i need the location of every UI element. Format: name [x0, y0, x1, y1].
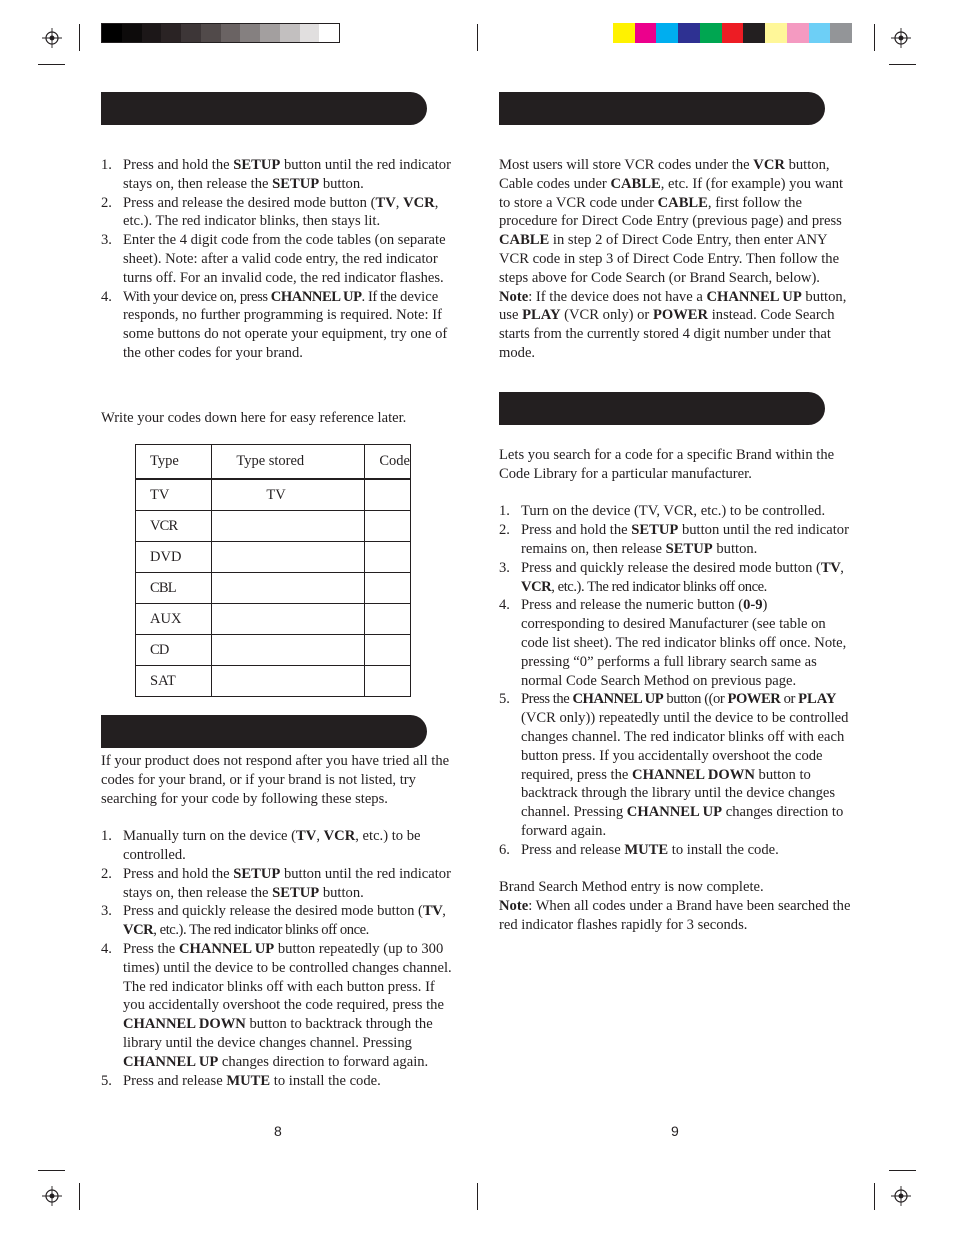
step-item	[499, 841, 854, 860]
color-swatch	[300, 24, 320, 42]
color-swatch	[656, 23, 678, 43]
step-number: 1.	[101, 157, 112, 173]
step-item	[499, 521, 854, 559]
table-header-cell: Type	[136, 445, 212, 480]
table-cell	[365, 666, 411, 697]
bold-term: CHANNEL DOWN	[632, 766, 755, 783]
step-number: 4.	[101, 940, 112, 957]
color-swatch	[678, 23, 700, 43]
text-run: . If the	[361, 288, 397, 305]
text-run: to install the code.	[668, 841, 779, 858]
table-cell: VCR	[136, 511, 212, 542]
brand-search-steps	[499, 502, 854, 859]
text-run: ,	[442, 903, 446, 920]
step-number: 4.	[101, 288, 112, 305]
bold-term: CHANNEL DOWN	[123, 1016, 246, 1033]
color-swatch	[142, 24, 162, 42]
step-number: 5.	[499, 691, 510, 708]
page-number: 9	[671, 1123, 679, 1139]
table-row	[136, 542, 411, 573]
text-run: button to backtrack through the library until the device changes channel. Pressing	[521, 766, 836, 821]
step-item	[499, 559, 854, 597]
color-swatch	[221, 24, 241, 42]
registration-mark-icon	[891, 1186, 911, 1206]
step-number: 2.	[499, 522, 510, 539]
bold-term: POWER	[727, 691, 781, 708]
table-row	[136, 573, 411, 604]
direct-entry-steps	[101, 156, 453, 363]
color-swatch	[743, 23, 765, 43]
text-run: Manually turn on the device (	[123, 828, 297, 845]
text-run: , etc.). The red indicator blinks, then stays lit.	[123, 194, 439, 230]
text-run: button ((or	[663, 691, 728, 708]
color-swatch	[765, 23, 787, 43]
text-run: Press and release the desired mode button (	[123, 194, 376, 211]
table-row	[136, 635, 411, 666]
color-swatch	[830, 23, 852, 43]
text-run: (VCR only) or	[560, 307, 653, 324]
text-run: Press and hold the	[123, 865, 234, 882]
bold-term: POWER	[652, 307, 709, 324]
crop-mark	[79, 1183, 80, 1210]
crop-mark	[38, 1170, 65, 1171]
text-run: device responds, no further programming is required. Note: If some buttons do not operate your equipment, try one of the other codes for your brand.	[123, 288, 448, 361]
page-number: 8	[274, 1123, 282, 1139]
color-swatch	[240, 24, 260, 42]
registration-mark-icon	[891, 28, 911, 48]
table-cell: DVD	[136, 542, 212, 573]
bold-term: VCR	[521, 578, 552, 595]
text-run: , etc.) to be controlled.	[123, 828, 421, 863]
color-swatch	[787, 23, 809, 43]
text-run: ,	[316, 828, 324, 845]
crop-mark	[38, 64, 65, 65]
bold-term: PLAY	[798, 691, 837, 708]
step-number: 4.	[499, 597, 510, 614]
text-run: changes direction to forward again.	[218, 1053, 429, 1070]
step-number: 2.	[101, 194, 112, 211]
brand-search-complete: Brand Search Method entry is now complete.	[499, 879, 764, 896]
table-cell: TV	[136, 479, 212, 511]
step-item	[499, 502, 854, 521]
step-item	[499, 596, 854, 690]
storing-codes-paragraph	[499, 156, 854, 363]
step-number: 1.	[101, 828, 112, 845]
text-run: Press and hold the	[123, 157, 234, 173]
step-number: 3.	[101, 903, 112, 920]
text-run: button, use	[499, 288, 847, 324]
registration-mark-icon	[42, 1186, 62, 1206]
text-run: , etc.). The red indicator blinks off once.	[153, 922, 369, 939]
crop-mark	[874, 1183, 875, 1210]
text-run: instead. Code Search starts from the currently stored 4 digit number under that mode.	[499, 307, 835, 361]
color-swatch	[635, 23, 657, 43]
table-cell	[365, 604, 411, 635]
text-run: : If the device does not have a	[528, 288, 707, 305]
step-item	[101, 156, 453, 194]
text-run: , etc.). The red indicator blinks off once.	[551, 578, 767, 595]
table-cell	[212, 542, 365, 573]
bold-term: PLAY	[522, 307, 561, 324]
code-search-intro: If your product does not respond after you have tried all the codes for your brand, or if your brand is not listed, try searching for your code by following these steps.	[101, 753, 450, 807]
bold-term: CHANNEL UP	[572, 691, 664, 708]
bold-term: 0-9	[743, 597, 763, 614]
bold-term: TV	[820, 559, 841, 576]
bold-term: MUTE	[226, 1072, 271, 1089]
bold-term: VCR	[753, 157, 785, 173]
table-row	[136, 511, 411, 542]
text-run: Press the	[123, 940, 179, 957]
table-cell: AUX	[136, 604, 212, 635]
table-cell	[212, 604, 365, 635]
brand-search-note	[499, 897, 854, 935]
bold-term: SETUP	[272, 884, 320, 901]
table-cell	[212, 635, 365, 666]
bold-term: SETUP	[233, 157, 281, 173]
crop-mark	[477, 1183, 478, 1210]
step-number: 3.	[499, 559, 510, 576]
table-cell	[365, 542, 411, 573]
bold-term: TV	[375, 194, 396, 211]
table-header-row	[136, 445, 411, 480]
table-cell: TV	[212, 479, 365, 511]
table-cell: CBL	[136, 573, 212, 604]
text-run: : When all codes under a Brand have been searched the red indicator flashes rapidly for 3 seconds.	[499, 898, 851, 933]
brand-search-intro: Lets you search for a code for a specific Brand within the Code Library for a particular manufacturer.	[499, 447, 835, 482]
color-swatch	[613, 23, 635, 43]
text-run: button until the red indicator stays on, then release the	[123, 865, 451, 901]
bold-term: SETUP	[665, 540, 713, 557]
table-header-cell: Code	[365, 445, 411, 480]
table-header-cell: Type stored	[212, 445, 365, 480]
table-cell	[212, 511, 365, 542]
bold-term: MUTE	[624, 841, 669, 858]
text-run: ,	[840, 559, 844, 576]
table-cell	[212, 666, 365, 697]
table-cell	[365, 573, 411, 604]
code-search-steps	[101, 827, 453, 1090]
text-run: Enter the 4 digit code from the code tables (on separate sheet). Note: after a valid code entry, the red indicator turns off. For an invalid code, the red indicator flashes.	[123, 232, 446, 286]
section-header-bar	[101, 92, 427, 125]
direct-code-entry-section	[101, 156, 453, 363]
bold-term: Note	[499, 288, 529, 305]
color-swatch	[122, 24, 142, 42]
text-run: changes direction to forward again.	[521, 804, 844, 839]
crop-mark	[79, 24, 80, 51]
color-swatch	[809, 23, 831, 43]
text-run: button.	[712, 540, 758, 557]
bold-term: CABLE	[657, 194, 708, 211]
text-run: Most users will store VCR codes under the	[499, 157, 754, 173]
code-record-table	[135, 444, 411, 697]
step-number: 1.	[499, 503, 510, 520]
step-item	[101, 902, 453, 940]
text-run: , etc. If (for example) you want to store a VCR code under	[499, 175, 844, 211]
bold-term: CHANNEL UP	[706, 288, 802, 305]
color-swatch	[102, 24, 122, 42]
bold-term: TV	[422, 903, 443, 920]
color-swatch	[161, 24, 181, 42]
step-number: 2.	[101, 865, 112, 882]
brand-search-section	[499, 446, 854, 935]
step-number: 3.	[101, 232, 112, 249]
table-cell: CD	[136, 635, 212, 666]
bold-term: CHANNEL UP	[626, 804, 723, 821]
text-run: or	[780, 691, 799, 708]
color-bar	[613, 23, 852, 43]
grayscale-bar	[101, 23, 340, 43]
text-run: Press and release	[521, 841, 625, 858]
section-header-bar	[101, 715, 427, 748]
bold-term: SETUP	[233, 865, 281, 882]
step-number: 6.	[499, 841, 510, 858]
bold-term: VCR	[403, 194, 435, 211]
step-item	[499, 690, 854, 840]
text-run: button.	[319, 175, 364, 192]
color-swatch	[722, 23, 744, 43]
text-run: in step 2 of Direct Code Entry, then enter ANY VCR code in step 3 of Direct Code Entry. Then follow the steps above for Code Search (or Brand Search, below).	[499, 232, 840, 286]
crop-mark	[889, 64, 916, 65]
text-run: ) corresponding to desired Manufacturer (see table on code list sheet). The red indicator blinks off once. Note, pressing “0” performs a full library search same as normal Code Search Method on previous page.	[521, 597, 847, 689]
bold-term: Note	[499, 898, 529, 915]
bold-term: TV	[296, 828, 317, 845]
code-search-section	[101, 752, 453, 1090]
table-row	[136, 604, 411, 635]
section-header-bar	[499, 92, 825, 125]
color-swatch	[319, 24, 339, 42]
step-item	[101, 865, 453, 903]
bold-term: CHANNEL UP	[123, 1053, 219, 1070]
color-swatch	[280, 24, 300, 42]
step-item	[101, 1072, 453, 1091]
table-cell: SAT	[136, 666, 212, 697]
table-row	[136, 666, 411, 697]
step-item	[101, 288, 453, 363]
text-run: ,	[395, 194, 404, 211]
bold-term: CHANNEL UP	[270, 288, 362, 305]
text-run: (VCR only)) repeatedly until the device to be controlled changes channel. The red indicator blinks off with each button press. If you accidentally overshoot the code required, press the	[521, 710, 849, 783]
table-cell	[365, 479, 411, 511]
step-item	[101, 940, 453, 1072]
bold-term: SETUP	[631, 522, 679, 539]
text-run: button.	[319, 884, 364, 901]
bold-term: VCR	[323, 828, 356, 845]
registration-mark-icon	[42, 28, 62, 48]
bold-term: CABLE	[610, 175, 661, 192]
text-run: button until the red indicator stays on, then release the	[123, 157, 451, 192]
table-cell	[365, 511, 411, 542]
storing-codes-section	[499, 156, 854, 363]
text-run: Turn on the device (TV, VCR, etc.) to be controlled.	[521, 503, 826, 520]
table-cell	[212, 573, 365, 604]
bold-term: VCR	[123, 922, 154, 939]
text-run: Press and quickly release the desired mode button (	[123, 903, 423, 920]
bold-term: SETUP	[272, 175, 320, 192]
text-run: Press the	[521, 691, 573, 708]
step-item	[101, 194, 453, 232]
section-header-bar	[499, 392, 825, 425]
text-run: button to backtrack through the library until the device changes channel. Pressing	[123, 1016, 433, 1051]
step-item	[101, 231, 453, 287]
step-number: 5.	[101, 1072, 112, 1089]
bold-term: CHANNEL UP	[178, 940, 275, 957]
write-codes-note: Write your codes down here for easy reference later.	[101, 410, 407, 426]
text-run: Press and quickly release the desired mode button (	[521, 559, 821, 576]
bold-term: CABLE	[499, 232, 550, 249]
color-swatch	[260, 24, 280, 42]
crop-mark	[874, 24, 875, 51]
text-run: Press and hold the	[521, 522, 632, 539]
text-run: button repeatedly (up to 300 times) until the device to be controlled changes channel. The red indicator blinks off with each button press. If you accidentally overshoot the code required, press the	[123, 940, 452, 1014]
text-run: With your device on, press	[123, 288, 271, 305]
text-run: Press and release the numeric button (	[521, 597, 744, 614]
color-swatch	[700, 23, 722, 43]
table-cell	[365, 635, 411, 666]
crop-mark	[477, 24, 478, 51]
table-row	[136, 479, 411, 511]
color-swatch	[201, 24, 221, 42]
text-run: button, Cable codes under	[499, 157, 830, 192]
crop-mark	[889, 1170, 916, 1171]
text-run: to install the code.	[270, 1072, 381, 1089]
text-run: , first follow the procedure for Direct Code Entry (previous page) and press	[499, 194, 842, 230]
step-item	[101, 827, 453, 865]
color-swatch	[181, 24, 201, 42]
text-run: Press and release	[123, 1072, 227, 1089]
text-run: button until the red indicator remains on, then release	[521, 522, 849, 557]
